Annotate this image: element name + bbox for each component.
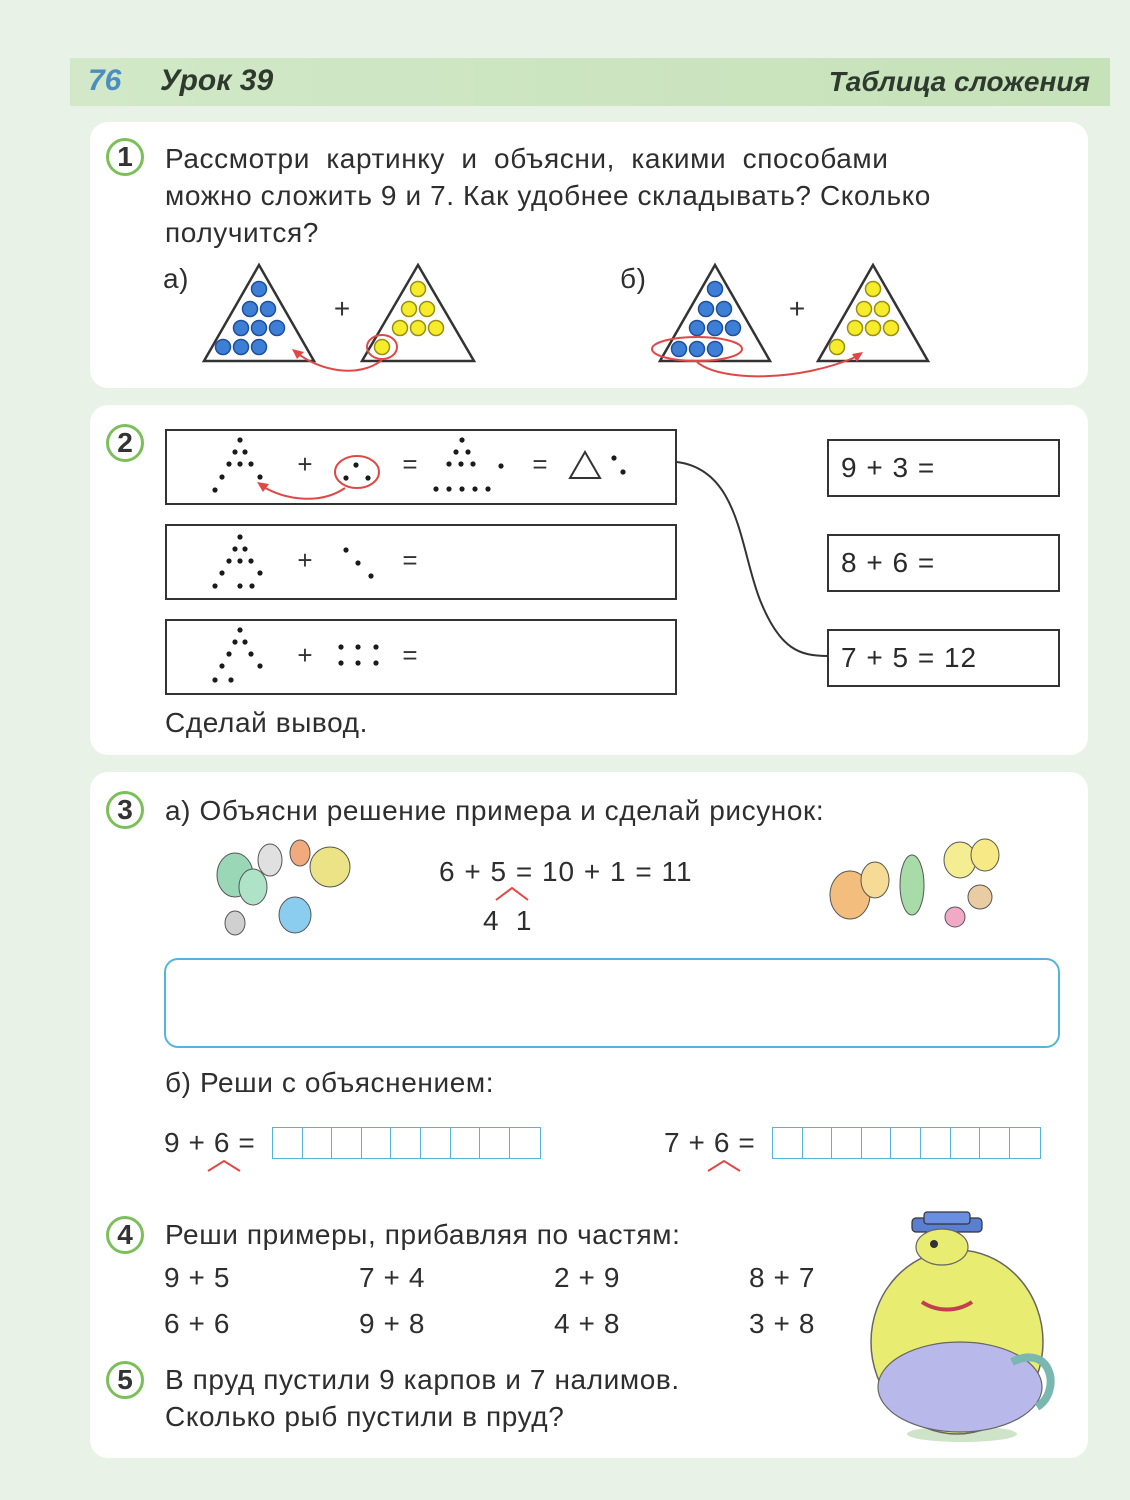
row1-equals-1: = <box>402 449 418 479</box>
task5-line-1: В пруд пустили 9 карпов и 7 налимов. <box>165 1364 680 1395</box>
left-caret <box>206 1158 246 1174</box>
row3-equals: = <box>402 640 418 670</box>
row3-plus: + <box>297 640 313 670</box>
task4-r2-c4: 3 + 8 <box>749 1308 816 1339</box>
task3-split: 4 1 <box>483 905 533 936</box>
task3-right-expr: 7 + 6 = <box>664 1127 756 1158</box>
task4-number: 4 <box>106 1216 144 1254</box>
frog-mascot-image <box>862 1212 1062 1452</box>
row2-equals: = <box>402 545 418 575</box>
lesson-title: Урок 39 <box>160 64 274 97</box>
task1-plus-b: + <box>788 293 806 324</box>
task4-r2-c1: 6 + 6 <box>164 1308 231 1339</box>
task3-example: 6 + 5 = 10 + 1 = 11 <box>439 856 693 887</box>
drawing-area[interactable] <box>164 958 1060 1048</box>
equation-box-2[interactable]: 8 + 6 = <box>827 534 1060 592</box>
task4-r1-c3: 2 + 9 <box>554 1262 621 1293</box>
row1-equals-2: = <box>532 449 548 479</box>
task4-r1-c4: 8 + 7 <box>749 1262 816 1293</box>
task3-part-b: б) Реши с объяснением: <box>165 1067 495 1098</box>
task2-number: 2 <box>106 424 144 462</box>
task1-line-2: можно сложить 9 и 7. Как удобнее складывать? Сколько <box>165 180 931 211</box>
butterflies-left-image <box>205 835 385 945</box>
row2-plus: + <box>297 545 313 575</box>
task5-line-2: Сколько рыб пустили в пруд? <box>165 1401 565 1432</box>
task4-r1-c1: 9 + 5 <box>164 1262 231 1293</box>
connector-line <box>677 462 828 656</box>
task4-r1-c2: 7 + 4 <box>359 1262 426 1293</box>
task3-part-a: а) Объясни решение примера и сделай рисунок: <box>165 795 825 826</box>
row1-arrow <box>262 486 345 499</box>
right-caret <box>706 1158 746 1174</box>
split-caret <box>494 884 534 904</box>
equation-box-3[interactable]: 7 + 5 = 12 <box>827 629 1060 687</box>
task4-r2-c3: 4 + 8 <box>554 1308 621 1339</box>
task1-plus-a: + <box>333 293 351 324</box>
answer-cells-left[interactable] <box>272 1127 541 1159</box>
task1-label-b: б) <box>620 263 647 294</box>
task1-line-1: Рассмотри картинку и объясни, какими способами <box>165 143 889 174</box>
task1-label-a: а) <box>163 263 190 294</box>
task5-number: 5 <box>106 1361 144 1399</box>
task4-r2-c2: 9 + 8 <box>359 1308 426 1339</box>
task1-number: 1 <box>106 138 144 176</box>
page-number: 76 <box>88 64 122 97</box>
answer-cells-right[interactable] <box>772 1127 1041 1159</box>
triangle-symbol-icon <box>570 452 600 478</box>
task4-text: Реши примеры, прибавляя по частям: <box>165 1219 681 1250</box>
row1-plus: + <box>297 449 313 479</box>
task1-line-3: получится? <box>165 217 319 248</box>
task3-number: 3 <box>106 791 144 829</box>
topic-title: Таблица сложения <box>828 66 1090 97</box>
task3-left-expr: 9 + 6 = <box>164 1127 256 1158</box>
butterflies-right-image <box>820 835 1010 945</box>
task2-conclusion: Сделай вывод. <box>165 707 368 738</box>
equation-box-1[interactable]: 9 + 3 = <box>827 439 1060 497</box>
row1-highlight-circle <box>335 456 379 488</box>
